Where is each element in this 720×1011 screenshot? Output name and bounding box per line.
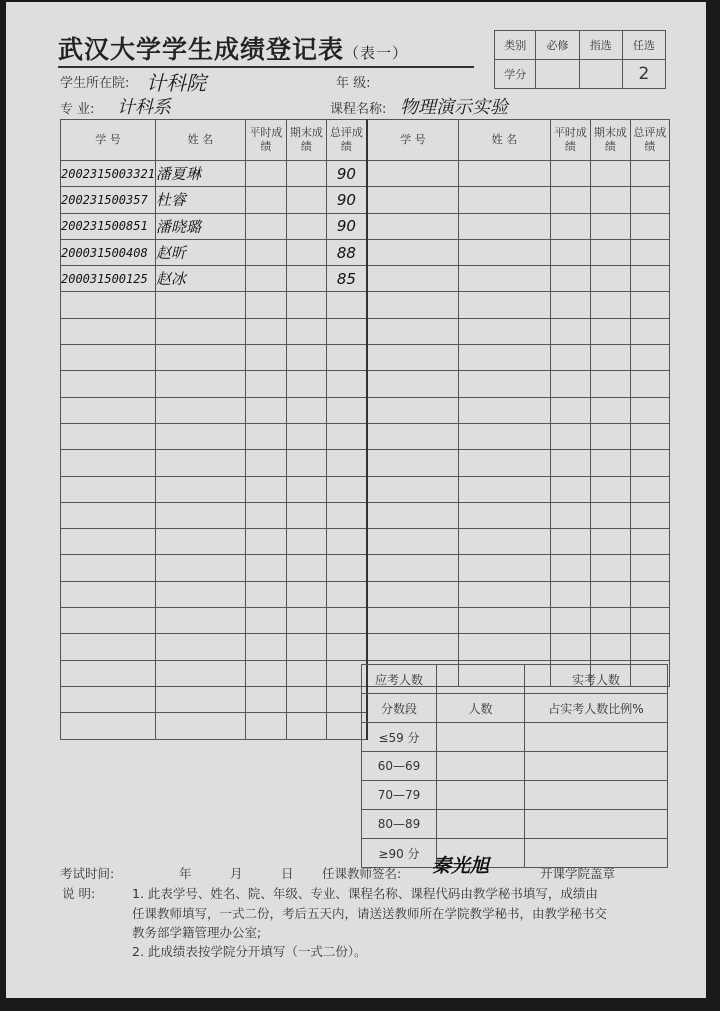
right-cell — [590, 266, 630, 292]
exam-month: 月 — [230, 866, 243, 881]
total-score-cell: 90 — [326, 161, 367, 187]
right-cell — [367, 555, 459, 581]
total-score-cell — [326, 292, 367, 318]
major-label: 专 业: — [60, 102, 95, 117]
student-id-cell — [61, 450, 156, 476]
right-cell — [550, 345, 590, 371]
college-seal-label: 开课学院盖章 — [540, 866, 616, 881]
category-label: 类别 — [495, 31, 536, 60]
table-row — [61, 187, 670, 213]
right-cell — [630, 423, 669, 449]
student-name-cell — [155, 318, 245, 344]
usual-score-cell — [245, 239, 286, 265]
usual-score-cell — [245, 502, 286, 528]
student-name-cell: 杜睿 — [155, 187, 245, 213]
student-name-cell: 潘夏琳 — [155, 161, 245, 187]
col-id-header: 学 号 — [61, 120, 156, 161]
right-cell — [458, 450, 550, 476]
final-score-cell — [286, 213, 326, 239]
student-name-cell — [155, 423, 245, 449]
note-2: 2. 此成绩表按学院分开填写（一式二份）。 — [132, 944, 367, 959]
right-cell — [458, 529, 550, 555]
right-cell — [630, 292, 669, 318]
usual-score-cell — [245, 161, 286, 187]
right-cell — [458, 555, 550, 581]
student-id-cell: 2002315003321 — [61, 161, 156, 187]
col-usual-header-right: 平时成绩 — [550, 120, 590, 161]
score-band-ratio — [525, 752, 668, 781]
right-cell — [590, 213, 630, 239]
exam-day: 日 — [281, 866, 294, 881]
should-take-value — [437, 665, 525, 694]
table-row — [61, 423, 670, 449]
total-score-cell — [326, 634, 367, 660]
right-cell — [550, 423, 590, 449]
major-value: 计科系 — [117, 97, 171, 118]
right-cell — [458, 318, 550, 344]
exam-time-label: 考试时间: — [60, 866, 115, 881]
score-band-label: 60—69 — [362, 752, 437, 781]
right-cell — [458, 397, 550, 423]
right-cell — [630, 555, 669, 581]
final-score-cell — [286, 161, 326, 187]
right-cell — [367, 345, 459, 371]
table-row — [61, 529, 670, 555]
usual-score-cell — [245, 476, 286, 502]
right-cell — [458, 423, 550, 449]
final-score-cell — [286, 423, 326, 449]
student-id-cell — [61, 371, 156, 397]
right-cell — [590, 634, 630, 660]
usual-score-cell — [245, 266, 286, 292]
total-score-cell — [326, 423, 367, 449]
right-cell — [458, 239, 550, 265]
ratio-header: 占实考人数比例% — [525, 694, 668, 723]
final-score-cell — [286, 713, 326, 739]
student-name-cell: 赵昕 — [155, 239, 245, 265]
total-score-cell: 88 — [326, 239, 367, 265]
right-cell — [550, 161, 590, 187]
right-cell — [550, 608, 590, 634]
col-usual-header: 平时成绩 — [245, 120, 286, 161]
right-cell — [458, 371, 550, 397]
student-id-cell — [61, 292, 156, 318]
usual-score-cell — [245, 371, 286, 397]
category-elective: 任选 — [622, 31, 665, 60]
usual-score-cell — [245, 423, 286, 449]
usual-score-cell — [245, 555, 286, 581]
right-cell — [590, 529, 630, 555]
right-cell — [590, 450, 630, 476]
total-score-cell — [326, 502, 367, 528]
student-id-cell — [61, 318, 156, 344]
table-row — [61, 450, 670, 476]
final-score-cell — [286, 345, 326, 371]
right-cell — [590, 318, 630, 344]
score-band-row — [362, 723, 668, 752]
score-band-count — [437, 810, 525, 839]
table-row — [61, 371, 670, 397]
right-cell — [630, 371, 669, 397]
total-score-cell — [326, 371, 367, 397]
right-cell — [367, 450, 459, 476]
student-id-cell — [61, 397, 156, 423]
grade-table — [60, 119, 670, 740]
right-cell — [550, 476, 590, 502]
right-cell — [458, 213, 550, 239]
usual-score-cell — [245, 634, 286, 660]
score-band-row — [362, 781, 668, 810]
actual-take-label: 实考人数 — [525, 665, 668, 694]
student-id-cell: 200031500408 — [61, 239, 156, 265]
final-score-cell — [286, 555, 326, 581]
student-id-cell — [61, 502, 156, 528]
final-score-cell — [286, 397, 326, 423]
usual-score-cell — [245, 397, 286, 423]
table-row — [61, 555, 670, 581]
right-cell — [630, 476, 669, 502]
right-cell — [367, 502, 459, 528]
score-band-label: ≥90 分 — [362, 839, 437, 868]
right-cell — [630, 450, 669, 476]
final-score-cell — [286, 581, 326, 607]
student-id-cell — [61, 476, 156, 502]
count-header: 人数 — [437, 694, 525, 723]
total-score-cell — [326, 345, 367, 371]
student-name-cell — [155, 660, 245, 686]
credit-value: 2 — [622, 60, 665, 89]
right-cell — [630, 266, 669, 292]
student-name-cell — [155, 502, 245, 528]
right-cell — [367, 529, 459, 555]
table-row — [61, 634, 670, 660]
student-name-cell — [155, 634, 245, 660]
student-name-cell — [155, 371, 245, 397]
score-band-ratio — [525, 781, 668, 810]
final-score-cell — [286, 371, 326, 397]
final-score-cell — [286, 529, 326, 555]
score-band-label: 80—89 — [362, 810, 437, 839]
usual-score-cell — [245, 713, 286, 739]
student-id-cell — [61, 713, 156, 739]
right-cell — [458, 476, 550, 502]
right-cell — [458, 161, 550, 187]
right-cell — [590, 292, 630, 318]
student-id-cell — [61, 345, 156, 371]
right-cell — [367, 397, 459, 423]
right-cell — [550, 318, 590, 344]
table-row — [61, 502, 670, 528]
teacher-sign-label: 任课教师签名: — [322, 866, 402, 881]
col-total-header-right: 总评成绩 — [630, 120, 669, 161]
col-final-header-right: 期末成绩 — [590, 120, 630, 161]
right-cell — [590, 502, 630, 528]
note-1-line-1: 1. 此表学号、姓名、院、年级、专业、课程名称、课程代码由教学秘书填写，成绩由 — [132, 886, 598, 901]
score-band-ratio — [525, 810, 668, 839]
col-name-header: 姓 名 — [155, 120, 245, 161]
final-score-cell — [286, 608, 326, 634]
student-name-cell: 赵冰 — [155, 266, 245, 292]
right-cell — [367, 292, 459, 318]
usual-score-cell — [245, 318, 286, 344]
right-cell — [590, 371, 630, 397]
right-cell — [367, 476, 459, 502]
score-band-row — [362, 810, 668, 839]
student-id-cell — [61, 660, 156, 686]
total-score-cell — [326, 397, 367, 423]
student-id-cell: 200031500125 — [61, 266, 156, 292]
right-cell — [630, 239, 669, 265]
final-score-cell — [286, 292, 326, 318]
right-cell — [630, 345, 669, 371]
right-cell — [590, 161, 630, 187]
table-row — [61, 213, 670, 239]
table-row — [61, 161, 670, 187]
score-band-label: 70—79 — [362, 781, 437, 810]
course-value: 物理演示实验 — [400, 97, 508, 118]
total-score-cell: 90 — [326, 187, 367, 213]
right-cell — [367, 318, 459, 344]
right-cell — [367, 213, 459, 239]
right-cell — [367, 608, 459, 634]
student-name-cell — [155, 686, 245, 712]
score-band-label: ≤59 分 — [362, 723, 437, 752]
student-name-cell — [155, 476, 245, 502]
form-title: 武汉大学学生成绩登记表（表一） — [58, 35, 409, 64]
col-final-header: 期末成绩 — [286, 120, 326, 161]
category-required: 必修 — [536, 31, 579, 60]
right-cell — [458, 581, 550, 607]
col-total-header: 总评成绩 — [326, 120, 367, 161]
right-cell — [367, 239, 459, 265]
final-score-cell — [286, 660, 326, 686]
score-band-ratio — [525, 723, 668, 752]
score-band-count — [437, 752, 525, 781]
usual-score-cell — [245, 529, 286, 555]
right-cell — [458, 266, 550, 292]
note-1-line-2: 任课教师填写，一式二份，考后五天内，请送送教师所在学院教学秘书，由教学秘书交 — [132, 906, 608, 921]
right-cell — [590, 555, 630, 581]
title-underline — [58, 66, 474, 68]
grade-label: 年 级: — [336, 76, 371, 91]
right-cell — [367, 581, 459, 607]
right-cell — [630, 213, 669, 239]
right-cell — [458, 187, 550, 213]
student-name-cell — [155, 292, 245, 318]
right-cell — [630, 161, 669, 187]
student-id-cell — [61, 555, 156, 581]
total-score-cell — [326, 555, 367, 581]
college-label: 学生所在院: — [60, 76, 130, 91]
right-cell — [590, 581, 630, 607]
student-id-cell — [61, 686, 156, 712]
category-assigned: 指选 — [579, 31, 622, 60]
usual-score-cell — [245, 213, 286, 239]
right-cell — [367, 161, 459, 187]
right-cell — [590, 476, 630, 502]
credit-label: 学分 — [495, 60, 536, 89]
exam-year: 年 — [179, 866, 192, 881]
total-score-cell: 90 — [326, 213, 367, 239]
table-row — [61, 476, 670, 502]
table-row — [61, 345, 670, 371]
note-1-line-3: 教务部学籍管理办公室; — [132, 925, 262, 940]
usual-score-cell — [245, 450, 286, 476]
usual-score-cell — [245, 660, 286, 686]
right-cell — [550, 581, 590, 607]
right-cell — [458, 345, 550, 371]
right-cell — [458, 634, 550, 660]
final-score-cell — [286, 266, 326, 292]
form-title-sub: （表一） — [344, 44, 409, 62]
usual-score-cell — [245, 292, 286, 318]
right-cell — [590, 187, 630, 213]
right-cell — [590, 608, 630, 634]
right-cell — [367, 266, 459, 292]
note-label: 说 明: — [62, 886, 96, 901]
right-cell — [367, 423, 459, 449]
right-cell — [550, 555, 590, 581]
score-band-row — [362, 752, 668, 781]
final-score-cell — [286, 187, 326, 213]
right-cell — [458, 292, 550, 318]
student-id-cell — [61, 581, 156, 607]
right-cell — [630, 397, 669, 423]
score-band-count — [437, 723, 525, 752]
right-cell — [630, 502, 669, 528]
right-cell — [458, 608, 550, 634]
usual-score-cell — [245, 187, 286, 213]
total-score-cell — [326, 581, 367, 607]
right-cell — [367, 371, 459, 397]
right-cell — [550, 371, 590, 397]
right-cell — [630, 187, 669, 213]
student-name-cell — [155, 345, 245, 371]
right-cell — [367, 634, 459, 660]
final-score-cell — [286, 476, 326, 502]
teacher-signature: 秦光旭 — [432, 855, 490, 877]
right-cell — [630, 634, 669, 660]
usual-score-cell — [245, 608, 286, 634]
table-row — [61, 292, 670, 318]
right-cell — [550, 634, 590, 660]
right-cell — [550, 397, 590, 423]
student-name-cell — [155, 555, 245, 581]
band-header: 分数段 — [362, 694, 437, 723]
right-cell — [550, 292, 590, 318]
student-name-cell — [155, 608, 245, 634]
final-score-cell — [286, 502, 326, 528]
final-score-cell — [286, 318, 326, 344]
right-cell — [630, 581, 669, 607]
course-label: 课程名称: — [330, 102, 387, 117]
student-name-cell — [155, 397, 245, 423]
table-row — [61, 397, 670, 423]
total-score-cell — [326, 529, 367, 555]
student-name-cell — [155, 529, 245, 555]
student-id-cell: 200231500851 — [61, 213, 156, 239]
final-score-cell — [286, 239, 326, 265]
table-row — [61, 239, 670, 265]
right-cell — [590, 397, 630, 423]
right-cell — [550, 187, 590, 213]
student-name-cell — [155, 450, 245, 476]
score-band-count — [437, 781, 525, 810]
table-row — [61, 581, 670, 607]
usual-score-cell — [245, 686, 286, 712]
total-score-cell — [326, 608, 367, 634]
category-table — [494, 30, 666, 89]
total-score-cell: 85 — [326, 266, 367, 292]
student-name-cell: 潘晓璐 — [155, 213, 245, 239]
student-name-cell — [155, 713, 245, 739]
col-name-header-right: 姓 名 — [458, 120, 550, 161]
student-id-cell — [61, 529, 156, 555]
usual-score-cell — [245, 345, 286, 371]
student-id-cell — [61, 608, 156, 634]
table-row — [61, 266, 670, 292]
student-name-cell — [155, 581, 245, 607]
right-cell — [550, 529, 590, 555]
right-cell — [550, 239, 590, 265]
table-row — [61, 318, 670, 344]
final-score-cell — [286, 686, 326, 712]
student-id-cell — [61, 423, 156, 449]
stats-table — [361, 664, 668, 868]
final-score-cell — [286, 634, 326, 660]
right-cell — [630, 318, 669, 344]
usual-score-cell — [245, 581, 286, 607]
right-cell — [590, 345, 630, 371]
should-take-label: 应考人数 — [362, 665, 437, 694]
right-cell — [458, 502, 550, 528]
score-band-row — [362, 839, 668, 868]
right-cell — [590, 239, 630, 265]
right-cell — [367, 187, 459, 213]
student-id-cell: 200231500357 — [61, 187, 156, 213]
right-cell — [550, 450, 590, 476]
right-cell — [590, 423, 630, 449]
right-cell — [550, 266, 590, 292]
col-id-header-right: 学 号 — [367, 120, 459, 161]
total-score-cell — [326, 476, 367, 502]
total-score-cell — [326, 318, 367, 344]
total-score-cell — [326, 450, 367, 476]
right-cell — [550, 213, 590, 239]
right-cell — [550, 502, 590, 528]
table-row — [61, 608, 670, 634]
right-cell — [630, 608, 669, 634]
final-score-cell — [286, 450, 326, 476]
college-value: 计科院 — [146, 71, 206, 95]
right-cell — [630, 529, 669, 555]
student-id-cell — [61, 634, 156, 660]
